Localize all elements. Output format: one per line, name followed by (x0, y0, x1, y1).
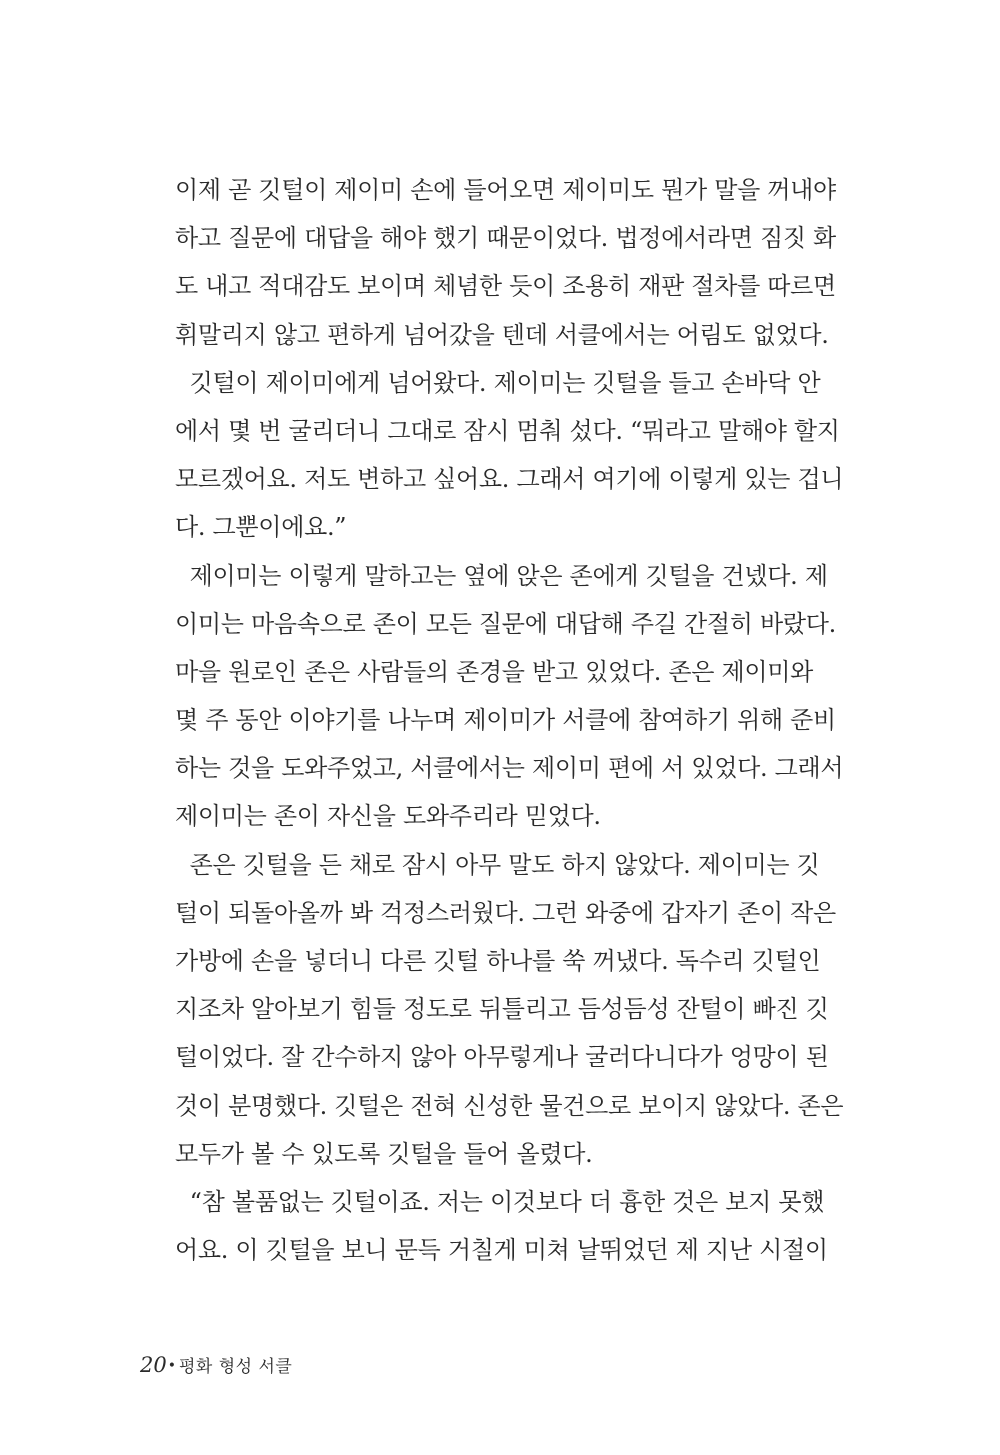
text-line: 어요. 이 깃털을 보니 문득 거칠게 미쳐 날뛰었던 제 지난 시절이 (175, 1236, 828, 1265)
text-line: 가방에 손을 넣더니 다른 깃털 하나를 쑥 꺼냈다. 독수리 깃털인 (175, 947, 821, 975)
text-line: 마을 원로인 존은 사람들의 존경을 받고 있었다. 존은 제이미와 (175, 657, 814, 686)
page-number: 20 (140, 1353, 167, 1377)
text-line: 몇 주 동안 이야기를 나누며 제이미가 서클에 참여하기 위해 준비 (175, 706, 836, 735)
text-line: 것이 분명했다. 깃털은 전혀 신성한 물건으로 보이지 않았다. 존은 (175, 1091, 844, 1120)
text-line: 모르겠어요. 저도 변하고 싶어요. 그래서 여기에 이렇게 있는 겁니 (175, 465, 844, 494)
text-line: 휘말리지 않고 편하게 넘어갔을 텐데 서클에서는 어림도 없었다. (175, 320, 829, 349)
text-line: 깃털이 제이미에게 넘어왔다. 제이미는 깃털을 들고 손바닥 안 (175, 368, 821, 397)
body-text (175, 166, 844, 1274)
page-footer (140, 1352, 292, 1377)
text-line: 다. 그뿐이에요.” (175, 513, 347, 542)
text-line: 털이 되돌아올까 봐 걱정스러웠다. 그런 와중에 갑자기 존이 작은 (175, 898, 836, 927)
text-line: 제이미는 존이 자신을 도와주리라 믿었다. (175, 802, 601, 831)
text-line: 제이미는 이렇게 말하고는 옆에 앉은 존에게 깃털을 건넸다. 제 (175, 561, 828, 590)
footer-bullet: • (167, 1358, 176, 1374)
text-line: 도 내고 적대감도 보이며 체념한 듯이 조용히 재판 절차를 따르면 (175, 272, 836, 301)
text-line: 이미는 마음속으로 존이 모든 질문에 대답해 주길 간절히 바랐다. (175, 609, 836, 638)
text-line: 지조차 알아보기 힘들 정도로 뒤틀리고 듬성듬성 잔털이 빠진 깃 (175, 995, 829, 1024)
text-line: 존은 깃털을 든 채로 잠시 아무 말도 하지 않았다. 제이미는 깃 (175, 850, 820, 879)
text-line: 하고 질문에 대답을 해야 했기 때문이었다. 법정에서라면 짐짓 화 (175, 224, 836, 253)
text-line: 모두가 볼 수 있도록 깃털을 들어 올렸다. (175, 1139, 593, 1168)
text-line: 털이었다. 잘 간수하지 않아 아무렇게나 굴러다니다가 엉망이 된 (175, 1043, 829, 1072)
text-line: 하는 것을 도와주었고, 서클에서는 제이미 편에 서 있었다. 그래서 (175, 754, 844, 783)
text-line: “참 볼품없는 깃털이죠. 저는 이것보다 더 흉한 것은 보지 못했 (175, 1187, 825, 1216)
text-line: 이제 곧 깃털이 제이미 손에 들어오면 제이미도 뭔가 말을 꺼내야 (175, 176, 836, 204)
text-line: 에서 몇 번 굴리더니 그대로 잠시 멈춰 섰다. “뭐라고 말해야 할지 (175, 416, 840, 445)
running-title: 평화 형성 서클 (179, 1357, 293, 1377)
